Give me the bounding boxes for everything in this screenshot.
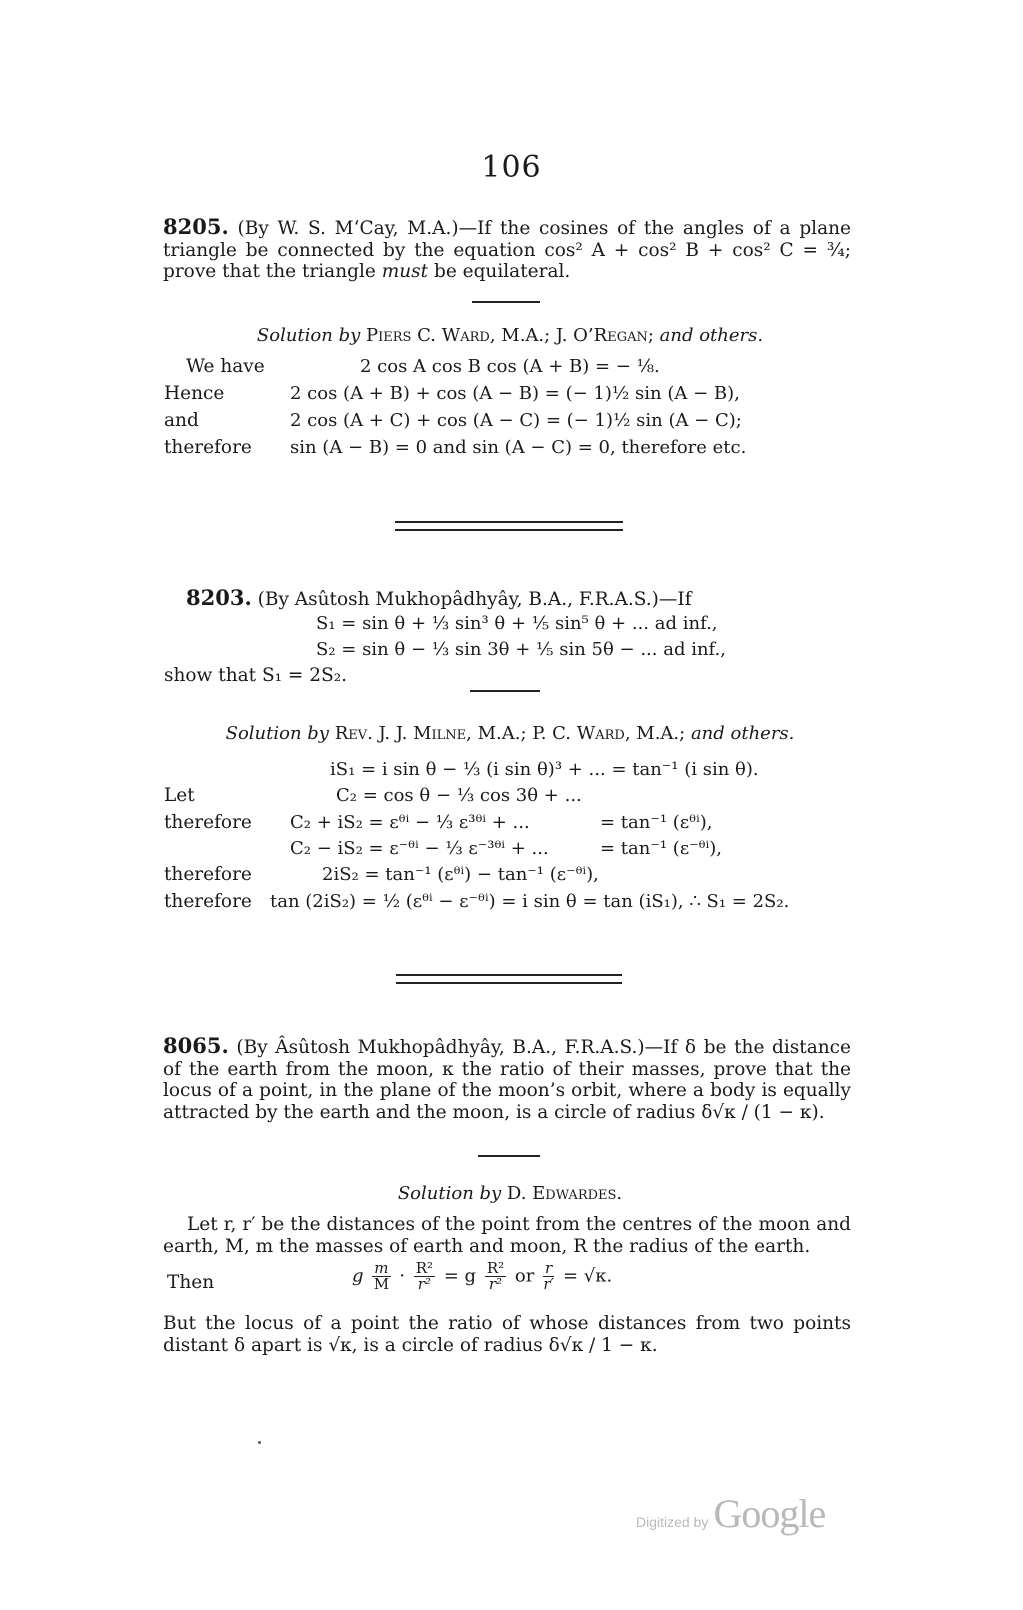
problem-8065-solution-heading: Solution by D. Edwardes. xyxy=(397,1183,623,1204)
digitized-by-google-watermark: Digitized by Google xyxy=(636,1491,826,1536)
problem-8205-eq-3: sin (A − B) = 0 and sin (A − C) = 0, therefore etc. xyxy=(290,437,747,458)
section-divider xyxy=(396,974,622,984)
problem-8065-then-eq: g $\frac{m}{M}$ · $\frac{\text{R²}}{\text{r²}}$ = g $\frac{\text{R²}}{\text{r²}}$ or $\frac{r}{r'}$ = √κ. xyxy=(352,1259,613,1293)
problem-8203-label-0: Let xyxy=(164,785,195,806)
problem-8203-rhs-2: = tan⁻¹ (ε⁻ᶿⁱ), xyxy=(600,838,722,859)
problem-8203-eq-3: 2iS₂ = tan⁻¹ (εᶿⁱ) − tan⁻¹ (ε⁻ᶿⁱ), xyxy=(322,864,599,885)
problem-8203-intro: 8203. (By Asûtosh Mukhopâdhyây, B.A., F.R.A.S.)—If xyxy=(186,585,692,610)
problem-8205-eq-1: 2 cos (A + B) + cos (A − B) = (− 1)½ sin (A − B), xyxy=(290,383,740,404)
problem-8065-number: 8065. xyxy=(163,1033,229,1058)
problem-8203-label-3: therefore xyxy=(164,864,252,885)
ink-speck xyxy=(258,1441,261,1444)
problem-8205-label-2: and xyxy=(164,410,199,431)
problem-8203-s2: S₂ = sin θ − ⅓ sin 3θ + ⅕ sin 5θ − ... ad inf., xyxy=(316,639,727,660)
problem-8203-line0: iS₁ = i sin θ − ⅓ (i sin θ)³ + ... = tan⁻¹ (i sin θ). xyxy=(330,759,759,780)
divider xyxy=(478,1155,540,1157)
section-divider xyxy=(395,521,623,531)
problem-8205-label-3: therefore xyxy=(164,437,252,458)
problem-8205-label-0: We have xyxy=(186,356,265,377)
page-number: 106 xyxy=(481,150,542,185)
problem-8065-then-label: Then xyxy=(167,1272,215,1293)
problem-8203-eq-2: C₂ − iS₂ = ε⁻ᶿⁱ − ⅓ ε⁻³ᶿⁱ + ... xyxy=(290,838,549,859)
problem-8065-para2: But the locus of a point the ratio of whose distances from two points distant δ apart is √κ, is a circle of radius δ√κ / 1 − κ. xyxy=(163,1313,851,1356)
problem-8065-para1: Let r, r′ be the distances of the point from the centres of the moon and earth, M, m the masses of earth and moon, R the radius of the earth. xyxy=(163,1214,851,1257)
problem-8203-number: 8203. xyxy=(186,585,252,610)
problem-8203-eq-0: C₂ = cos θ − ⅓ cos 3θ + ... xyxy=(336,785,582,806)
problem-8203-s1: S₁ = sin θ + ⅓ sin³ θ + ⅕ sin⁵ θ + ... ad inf., xyxy=(316,613,718,634)
problem-8203-label-1: therefore xyxy=(164,812,252,833)
problem-8203-eq-4: tan (2iS₂) = ½ (εᶿⁱ − ε⁻ᶿⁱ) = i sin θ = tan (iS₁), ∴ S₁ = 2S₂. xyxy=(270,891,790,912)
problem-8205-solution-heading: Solution by Piers C. Ward, M.A.; J. O’Regan; and others. xyxy=(256,325,764,346)
problem-8203-label-4: therefore xyxy=(164,891,252,912)
problem-8203-show: show that S₁ = 2S₂. xyxy=(164,665,348,686)
problem-8065-statement: 8065. (By Âsûtosh Mukhopâdhyây, B.A., F.R.A.S.)—If δ be the distance of the earth from the moon, κ the ratio of their masses, prove that the locus of a point, in the plane of the moon’s orbit, where a body is equally attracted by the earth and the moon, is a circle of radius δ√κ / (1 − κ). xyxy=(163,1033,851,1123)
problem-8205-number: 8205. xyxy=(163,214,229,239)
problem-8205-statement: 8205. (By W. S. M‘Cay, M.A.)—If the cosines of the angles of a plane triangle be connected by the equation cos² A + cos² B + cos² C = ¾; prove that the triangle must be equilateral. xyxy=(163,214,851,282)
divider xyxy=(470,690,540,692)
divider xyxy=(472,301,540,303)
problem-8203-rhs-1: = tan⁻¹ (εᶿⁱ), xyxy=(600,812,713,833)
problem-8205-eq-0: 2 cos A cos B cos (A + B) = − ⅛. xyxy=(360,356,660,377)
problem-8205-eq-2: 2 cos (A + C) + cos (A − C) = (− 1)½ sin (A − C); xyxy=(290,410,742,431)
problem-8203-solution-heading: Solution by Rev. J. J. Milne, M.A.; P. C. Ward, M.A.; and others. xyxy=(225,723,795,744)
problem-8203-eq-1: C₂ + iS₂ = εᶿⁱ − ⅓ ε³ᶿⁱ + ... xyxy=(290,812,530,833)
problem-8205-label-1: Hence xyxy=(164,383,225,404)
